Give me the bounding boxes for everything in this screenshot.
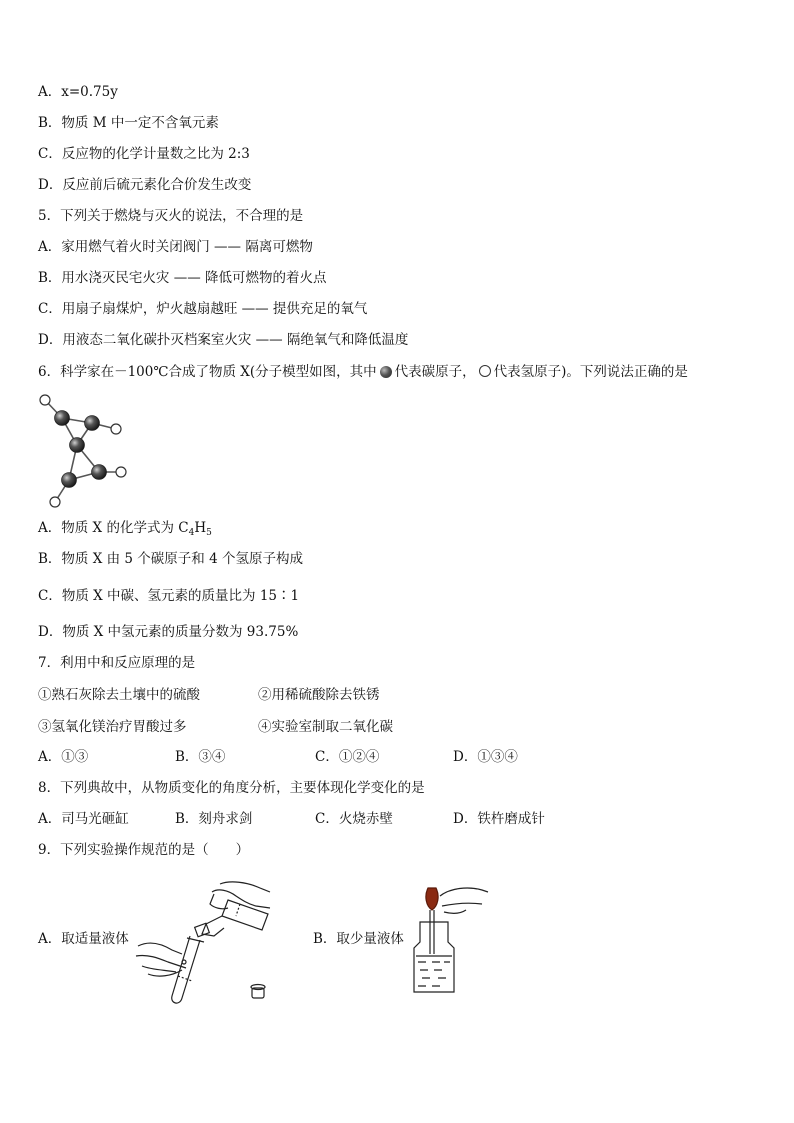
q7-item-1: ①熟石灰除去土壤中的硫酸	[38, 687, 200, 703]
q7-option-a: A．①③	[38, 749, 89, 765]
q6-stem-part-c: 代表氢原子)。下列说法正确的是	[493, 364, 688, 380]
carbon-atom-1	[55, 411, 70, 426]
pouring-liquid-illustration	[132, 878, 282, 1008]
hydrogen-atoms	[40, 395, 126, 507]
q8-stem: 8．下列典故中，从物质变化的角度分析，主要体现化学变化的是	[38, 780, 425, 796]
q5-option-d: D．用液态二氧化碳扑灭档案室火灾 —— 隔绝氧气和降低温度	[38, 332, 409, 348]
hydrogen-atom-icon	[479, 365, 491, 377]
q6-option-a	[38, 519, 212, 542]
q7-stem: 7．利用中和反应原理的是	[38, 655, 196, 671]
q6-option-a-sub2: 5	[206, 528, 212, 538]
q6-option-a-text: A．物质 X 的化学式为 C	[38, 520, 189, 536]
q7-item-4: ④实验室制取二氧化碳	[258, 719, 393, 735]
carbon-atoms	[55, 411, 107, 488]
q5-option-b: B．用水浇灭民宅火灾 —— 降低可燃物的着火点	[38, 270, 327, 286]
q7-item-3: ③氢氧化镁治疗胃酸过多	[38, 719, 187, 735]
q6-option-a-sub1: 4	[188, 528, 195, 538]
q9-option-a: A．取适量液体	[38, 931, 129, 947]
q8-option-c: C．火烧赤壁	[315, 811, 393, 827]
q7-option-c: C．①②④	[315, 749, 380, 765]
q7-option-b: B．③④	[175, 749, 226, 765]
carbon-atom-2	[85, 416, 100, 431]
q5-option-a: A．家用燃气着火时关闭阀门 —— 隔离可燃物	[38, 239, 313, 255]
carbon-atom-4	[62, 473, 77, 488]
q6-stem	[38, 363, 688, 381]
carbon-atom-icon	[380, 366, 392, 378]
molecule-model-figure	[34, 390, 134, 510]
q7-item-2: ②用稀硫酸除去铁锈	[258, 687, 380, 703]
q4-option-b: B．物质 M 中一定不含氧元素	[38, 115, 219, 131]
q9-stem: 9．下列实验操作规范的是（ ）	[38, 842, 250, 858]
q6-option-d: D．物质 X 中氢元素的质量分数为 93.75%	[38, 624, 299, 640]
hydrogen-atom-1	[40, 395, 50, 405]
q6-option-c: C．物质 X 中碳、氢元素的质量比为 15∶1	[38, 588, 300, 604]
q6-option-a-h: H	[194, 520, 207, 536]
dropper-bottle-illustration	[410, 882, 500, 997]
hydrogen-atom-4	[50, 497, 60, 507]
carbon-atom-3	[70, 438, 85, 453]
q4-option-a: A．x=0.75y	[38, 84, 118, 100]
carbon-atom-5	[92, 465, 107, 480]
q4-option-c: C．反应物的化学计量数之比为 2:3	[38, 146, 250, 162]
q8-option-b: B．刻舟求剑	[175, 811, 253, 827]
hydrogen-atom-2	[111, 424, 121, 434]
q9-option-b: B．取少量液体	[313, 931, 404, 947]
q8-option-a: A．司马光砸缸	[38, 811, 129, 827]
q7-option-d: D．①③④	[453, 749, 518, 765]
hydrogen-atom-3	[116, 467, 126, 477]
q5-option-c: C．用扇子扇煤炉，炉火越扇越旺 —— 提供充足的氧气	[38, 301, 368, 317]
q5-stem: 5．下列关于燃烧与灭火的说法，不合理的是	[38, 208, 304, 224]
q6-stem-part-a: 6．科学家在－100℃合成了物质 X(分子模型如图，其中	[38, 364, 377, 380]
q8-option-d: D．铁杵磨成针	[453, 811, 545, 827]
q6-option-b: B．物质 X 由 5 个碳原子和 4 个氢原子构成	[38, 551, 303, 567]
q4-option-d: D．反应前后硫元素化合价发生改变	[38, 177, 252, 193]
q6-stem-part-b: 代表碳原子，	[394, 364, 476, 380]
